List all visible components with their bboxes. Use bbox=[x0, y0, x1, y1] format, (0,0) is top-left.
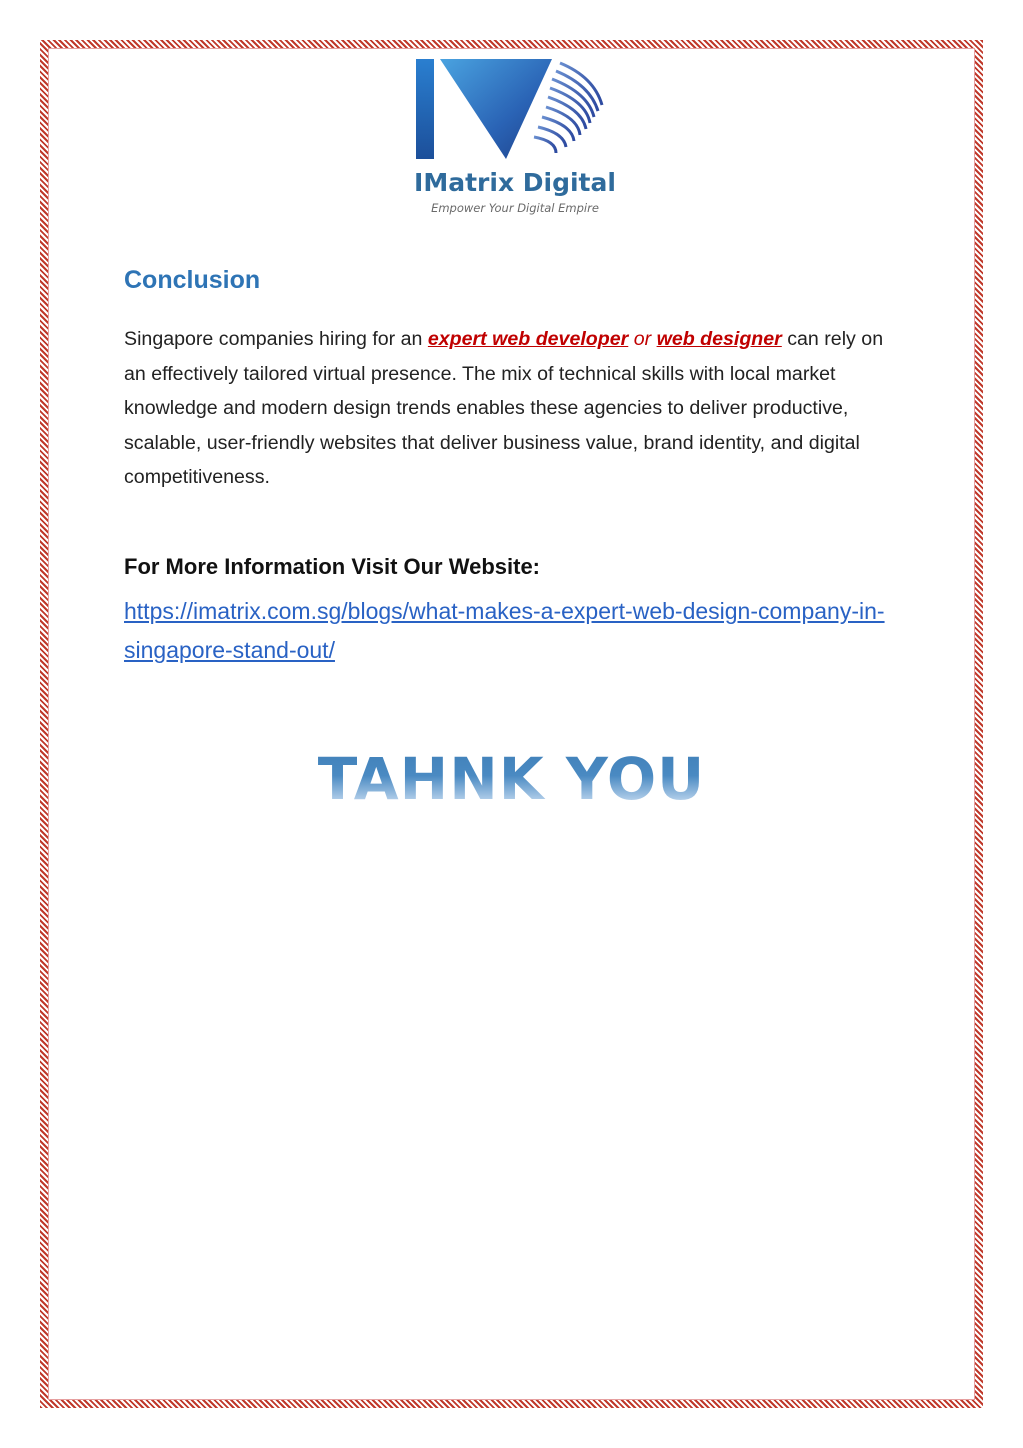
conclusion-paragraph bbox=[124, 322, 894, 495]
more-info-heading: For More Information Visit Our Website: bbox=[124, 554, 541, 579]
paragraph-text-end: can rely on an effectively tailored virtual presence. The mix of technical skills with local market knowledge and modern design trends enables these agencies to deliver productive, scalable, user-friendly websites that deliver business value, brand identity, and digital competitiveness. bbox=[124, 328, 884, 488]
page-border-inner bbox=[48, 48, 975, 1400]
website-link[interactable]: https://imatrix.com.sg/blogs/what-makes-a-expert-web-design-company-in-singapore-stand-out/ bbox=[124, 598, 885, 663]
thank-you-text: TAHNK YOU bbox=[0, 745, 1023, 813]
logo-mark-icon bbox=[410, 55, 620, 165]
brand-tagline: Empower Your Digital Empire bbox=[431, 201, 599, 215]
web-designer-link[interactable]: web designer bbox=[656, 328, 782, 350]
brand-name: IMatrix Digital bbox=[414, 168, 616, 197]
paragraph-text-start: Singapore companies hiring for an bbox=[124, 328, 428, 350]
conclusion-heading: Conclusion bbox=[124, 266, 261, 294]
company-logo bbox=[410, 55, 620, 220]
paragraph-connector: or bbox=[628, 328, 657, 350]
expert-web-developer-link[interactable]: expert web developer bbox=[427, 328, 629, 350]
